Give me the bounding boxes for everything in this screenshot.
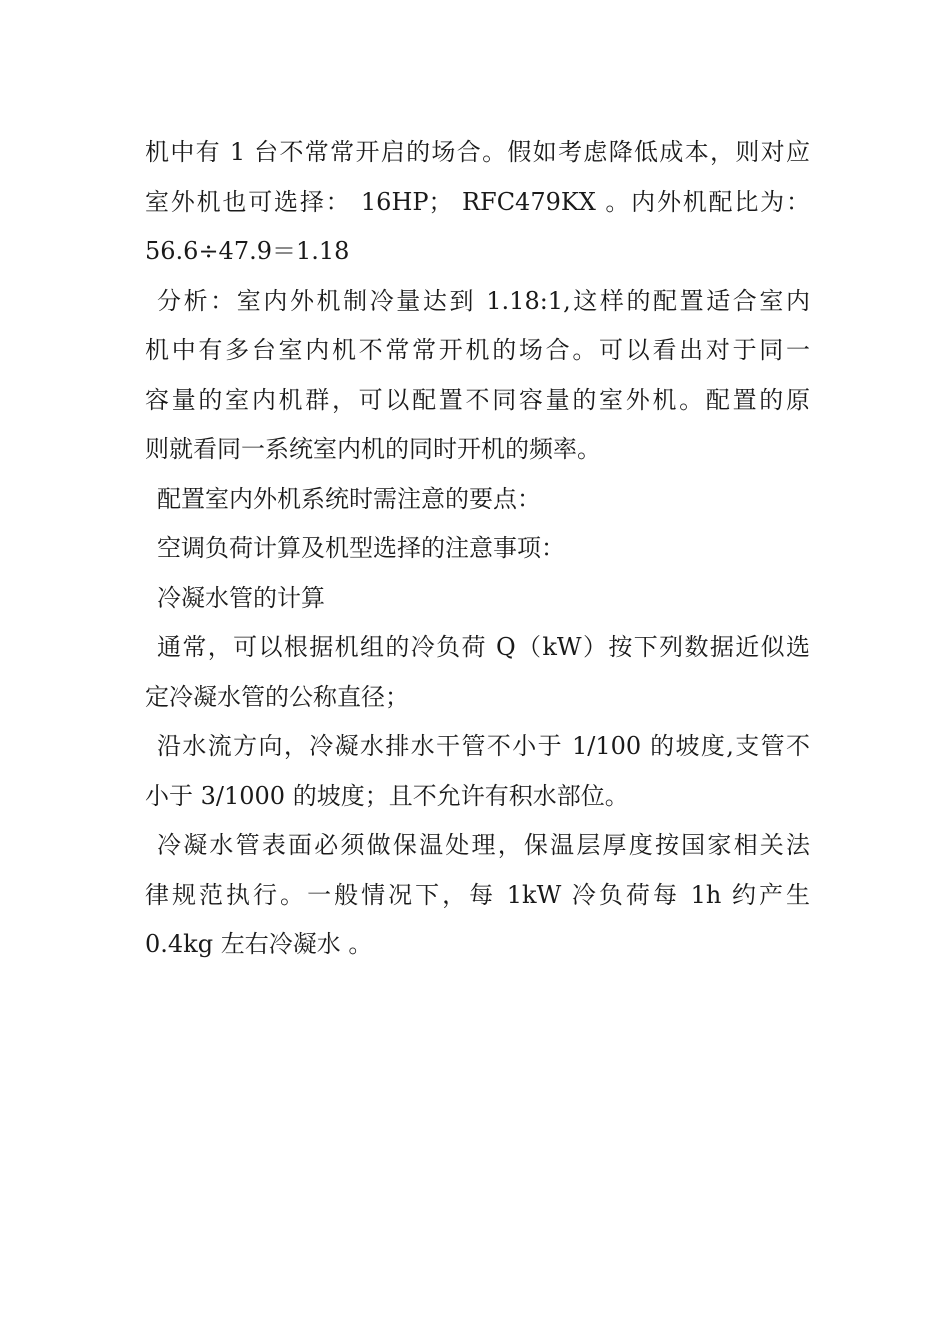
text-line: 容量的室内机群，可以配置不同容量的室外机。配置的原 [145, 385, 810, 414]
text-line: 分析：室内外机制冷量达到 1.18:1,这样的配置适合室内 [157, 286, 810, 315]
text-line: 沿水流方向，冷凝水排水干管不小于 1/100 的坡度,支管不 [157, 732, 810, 760]
text-line: 室外机也可选择： 16HP； RFC479KX 。内外机配比为： [145, 187, 810, 216]
text-line: 机中有 1 台不常常开启的场合。假如考虑降低成本，则对应 [145, 138, 810, 166]
text-line: 机中有多台室内机不常常开机的场合。可以看出对于同一 [145, 336, 810, 364]
text-line: 通常，可以根据机组的冷负荷 Q（kW）按下列数据近似选 [157, 633, 810, 661]
text-line: 0.4kg 左右冷凝水 。 [145, 930, 373, 958]
text-line: 配置室内外机系统时需注意的要点： [157, 484, 541, 513]
document-body [145, 128, 810, 970]
text-line: 律规范执行。一般情况下，每 1kW 冷负荷每 1h 约产生 [145, 880, 810, 909]
text-line: 冷凝水管表面必须做保温处理，保温层厚度按国家相关法 [157, 831, 810, 859]
text-line: 则就看同一系统室内机的同时开机的频率。 [145, 435, 601, 463]
text-line: 小于 3/1000 的坡度；且不允许有积水部位。 [145, 781, 629, 810]
text-line: 定冷凝水管的公称直径； [145, 682, 409, 711]
text-line: 56.6÷47.9＝1.18 [145, 237, 350, 265]
text-line: 空调负荷计算及机型选择的注意事项： [157, 534, 565, 562]
text-line: 冷凝水管的计算 [157, 583, 325, 612]
